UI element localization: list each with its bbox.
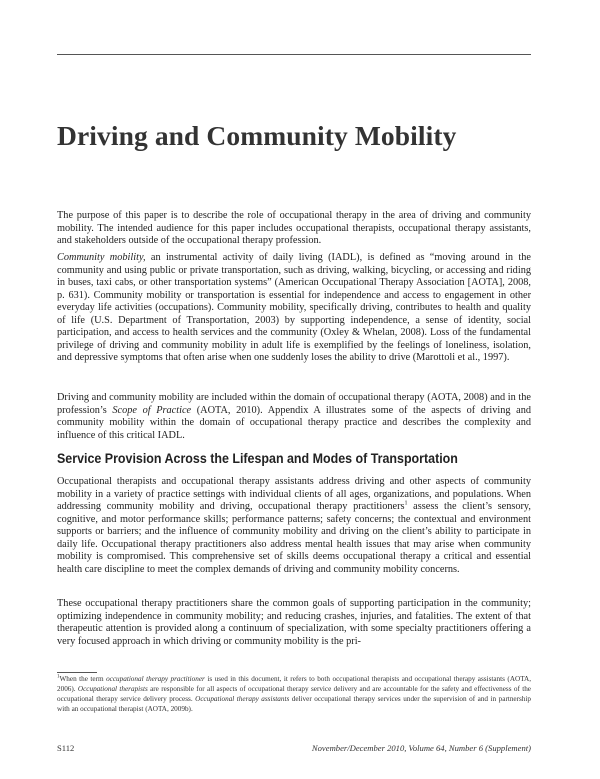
service-provision-paragraph — [57, 476, 531, 576]
intro-paragraph — [57, 210, 531, 248]
service-text-after: assess the client’s sensory, cognitive, and motor performance skills; performance patterns; safety concerns; the contextual and environment supports or barriers; and the influence of community mobility and driving on the client’s ability to participate in daily life. Occupational therapy practitioners also address mental health issues that may arise when community mobility is compromised. This comprehensive set of skills deems occupational therapy a critical and essential health care discipline to meet the complex demands of driving and community mobility concerns. — [57, 501, 531, 575]
footnote-rule — [57, 672, 97, 673]
journal-citation: November/December 2010, Volume 64, Number 6 (Supplement) — [311, 743, 531, 753]
footnote-term-1: occupational therapy practitioner — [106, 675, 205, 683]
footnote-term-2: Occupational therapists — [77, 685, 148, 693]
footnote-text-2: is used in this document, it refers to both occupational therapists and occupational therapy assistants (AOTA, 2006). — [57, 675, 531, 693]
goals-paragraph — [57, 598, 531, 648]
domain-text-after: (AOTA, 2010). Appendix A illustrates some of the aspects of driving and community mobility within the domain of occupational therapy practice and describes the complexity and influence of this critical IADL. — [57, 404, 531, 441]
community-mobility-term: Community mobility, — [57, 252, 146, 263]
footnote-reference: 1 — [404, 500, 408, 507]
section-heading: Service Provision Across the Lifespan and Modes of Transportation — [57, 451, 458, 466]
goals-paragraph-text: These occupational therapy practitioners share the common goals of supporting participation in the community; optimizing independence in community mobility; and reducing crashes, injuries, and fatalities. The extent of that therapeutic attention is provided along a continuum of specialization, with some specialty practitioners offering a very focused approach in which driving or community mobility is the pri- — [57, 598, 531, 647]
footnote-term-3: Occupational therapy assistants — [195, 695, 290, 703]
page-number: S112 — [57, 743, 75, 753]
domain-text-before: Driving and community mobility are included within the domain of occupational therapy (AOTA, 2008) and in the profession’s — [57, 392, 531, 416]
page-title: Driving and Community Mobility — [57, 120, 457, 151]
footnote-text-3: are responsible for all aspects of occupational therapy service delivery and are accountable for the safety and effectiveness of the occupational therapy service delivery process. — [57, 685, 531, 703]
footnote-mark: 1 — [57, 674, 60, 680]
footnote-text-4: deliver occupational therapy services under the supervision of and in partnership with an occupational therapist (AOTA, 2009b). — [57, 695, 531, 713]
service-text-before: Occupational therapists and occupational therapy assistants address driving and other aspects of community mobility in a variety of practice settings with individual clients of all ages, organizations, and populations. When addressing community mobility and driving, occupational therapy practitioners — [57, 476, 531, 512]
footnote — [57, 674, 531, 714]
scope-of-practice-title: Scope of Practice — [112, 404, 192, 416]
community-mobility-paragraph — [57, 252, 531, 365]
community-mobility-text: an instrumental activity of daily living (IADL), is defined as “moving around in the community and using public or private transportation, such as driving, walking, bicycling, or accessing and riding in buses, taxi cabs, or other transportation systems” (American Occupational Therapy Association [AOTA], 2008, p. 631). Community mobility or transportation is essential for independence and access to engagement in other everyday life activities (occupations). Community mobility, specifically driving, contributes to health and quality of life (U.S. Department of Transportation, 2003) by supporting independence, a sense of identity, social participation, and access to health services and the community (Oxley & Whelan, 2008). Loss of the fundamental privilege of driving and community mobility in adult life is exemplified by the feelings of loneliness, isolation, and depressive symptoms that often arise when one suddenly loses the ability to drive (Marottoli et al., 1997). — [57, 252, 531, 363]
footnote-text-1: When the term — [59, 675, 107, 683]
domain-paragraph — [57, 392, 531, 442]
top-rule — [57, 54, 531, 55]
intro-paragraph-text: The purpose of this paper is to describe the role of occupational therapy in the area of driving and community mobility. The intended audience for this paper includes occupational therapists, occupational therapy assistants, and stakeholders outside of the occupational therapy profession. — [57, 210, 531, 246]
